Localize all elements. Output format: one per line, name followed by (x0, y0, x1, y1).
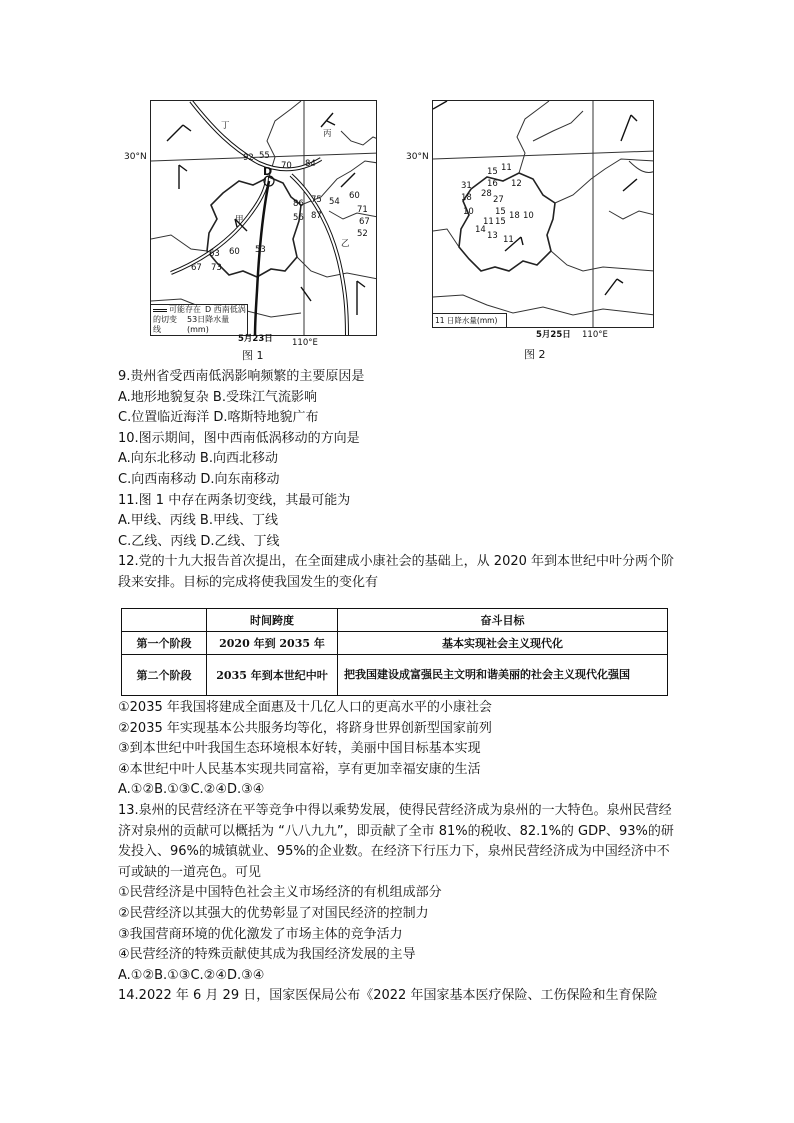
value: 67 (359, 217, 370, 227)
value: 54 (329, 197, 340, 207)
value: 63 (209, 249, 220, 259)
table-cell: 把我国建设成富强民主文明和谐美丽的社会主义现代化强国 (338, 655, 668, 696)
value: 18 (461, 193, 472, 203)
value: 71 (357, 205, 368, 215)
value: 11 (501, 163, 512, 173)
fig2-date: 5月25日 (536, 330, 571, 340)
value: 84 (305, 159, 316, 169)
value: 60 (349, 191, 360, 201)
figures (124, 100, 670, 362)
value: 10 (523, 211, 534, 221)
questions-12-14 (118, 698, 678, 1007)
table-row (122, 655, 668, 696)
table-cell: 基本实现社会主义现代化 (338, 632, 668, 655)
value: 16 (487, 179, 498, 189)
value: 28 (481, 189, 492, 199)
q10-options-ab: A.向东北移动 B.向西北移动 (118, 451, 278, 467)
value: 11 (483, 217, 494, 227)
fig1-date: 5月23日 (238, 334, 273, 344)
value: 86 (293, 199, 304, 209)
value: 11 (503, 235, 514, 245)
value: 53 (255, 245, 266, 255)
value: 15 (495, 207, 506, 217)
line-label-ding: 丁 (221, 121, 230, 131)
question-12: 12.党的十九大报告首次提出，在全面建成小康社会的基础上，从 2020 年到本世纪中叶分两个阶段来安排。目标的完成将使我国发生的变化有 (118, 554, 675, 590)
question-10: 10.图示期间，图中西南低涡移动的方向是 (118, 430, 360, 446)
table-header (122, 609, 207, 632)
table-header: 奋斗目标 (338, 609, 668, 632)
fig1-lon-label: 110°E (292, 338, 318, 348)
value: 27 (493, 195, 504, 205)
q11-options-ab: A.甲线、丙线 B.甲线、丁线 (118, 513, 278, 529)
question-9: 9.贵州省受西南低涡影响频繁的主要原因是 (118, 369, 365, 384)
q13-statement-4: ④民营经济的特殊贡献使其成为我国经济发展的主导 (118, 947, 416, 963)
q12-statement-4: ④本世纪中叶人民基本实现共同富裕，享有更加幸福安康的生活 (118, 761, 481, 777)
legend-text: 53日降水量(mm) (187, 315, 230, 334)
q12-statement-3: ③到本世纪中叶我国生态环境根本好转，美丽中国目标基本实现 (118, 741, 481, 757)
line-label-yi: 乙 (341, 239, 350, 249)
value: 87 (311, 211, 322, 221)
line-label-jia: 甲 (235, 215, 244, 225)
value: 73 (211, 263, 222, 273)
value: 60 (229, 247, 240, 257)
fig2-lon-label: 110°E (582, 330, 608, 340)
value: 75 (311, 195, 322, 205)
value: 92 (243, 153, 254, 163)
value: 56 (293, 213, 304, 223)
fig2-caption: 图 2 (524, 348, 546, 361)
legend-text: 的切变线 (153, 315, 177, 334)
question-14: 14.2022 年 6 月 29 日，国家医保局公布《2022 年国家基本医疗保险、工伤保险和生育保险 (118, 988, 658, 1004)
value: 13 (487, 231, 498, 241)
goal-table (121, 608, 668, 696)
q11-options-cd: C.乙线、丙线 D.乙线、丁线 (118, 533, 280, 549)
value: 70 (281, 161, 292, 171)
fig2-lat-label: 30°N (406, 152, 429, 162)
q12-options: A.①②B.①③C.②④D.③④ (118, 782, 265, 798)
figure-1-drawing (151, 101, 377, 336)
q13-statement-3: ③我国营商环境的优化激发了市场主体的竞争活力 (118, 926, 403, 942)
q13-statement-1: ①民营经济是中国特色社会主义市场经济的有机组成部分 (118, 885, 442, 901)
question-11: 11.图 1 中存在两条切变线，其最可能为 (118, 492, 351, 508)
value: 12 (511, 179, 522, 189)
q9-options-cd: C.位置临近海洋 D.喀斯特地貌广布 (118, 410, 319, 426)
table-cell: 2035 年到本世纪中叶 (207, 655, 338, 696)
q10-options-cd: C.向西南移动 D.向东南移动 (118, 471, 280, 487)
table-cell: 2020 年到 2035 年 (207, 632, 338, 655)
value: 31 (461, 181, 472, 191)
question-13: 13.泉州的民营经济在平等竞争中得以乘势发展，使得民营经济成为泉州的一大特色。泉州民营经济对泉州的贡献可以概括为 “八八九九”，即贡献了全市 81%的税收、82.1%的 GDP、93%的研发投入、96%的城镇就业、95%的企业数。在经济下行压力下，泉州民营经济成为中国经济中不可或缺的一道亮色。可见 (118, 802, 674, 880)
value: 10 (463, 207, 474, 217)
line-label-bing: 丙 (323, 129, 332, 139)
legend-text: 可能存在 (169, 305, 201, 314)
low-center-label: D (263, 165, 273, 178)
q9-options-ab: A.地形地貌复杂 B.受珠江气流影响 (118, 389, 317, 405)
figure-2-legend (433, 313, 507, 327)
legend-text: D 西南低涡 (205, 305, 246, 314)
value: 15 (487, 167, 498, 177)
q13-options: A.①②B.①③C.②④D.③④ (118, 967, 265, 983)
value: 18 (509, 211, 520, 221)
table-header: 时间跨度 (207, 609, 338, 632)
figure-2-map (432, 100, 654, 328)
value: 52 (357, 229, 368, 239)
figure-1-legend (151, 304, 248, 335)
table-cell: 第二个阶段 (122, 655, 207, 696)
q12-statement-1: ①2035 年我国将建成全面惠及十几亿人口的更高水平的小康社会 (118, 700, 492, 715)
fig1-caption: 图 1 (242, 349, 264, 362)
fig1-lat-label: 30°N (124, 152, 147, 162)
legend-text: 11 日降水量(mm) (435, 316, 498, 325)
figure-1-map (150, 100, 377, 336)
q12-statement-2: ②2035 年实现基本公共服务均等化，将跻身世界创新型国家前列 (118, 720, 492, 736)
table-cell: 第一个阶段 (122, 632, 207, 655)
value: 67 (191, 263, 202, 273)
table-row (122, 632, 668, 655)
value: 55 (259, 151, 270, 161)
value: 14 (475, 225, 486, 235)
value: 15 (495, 217, 506, 227)
q13-statement-2: ②民营经济以其强大的优势彰显了对国民经济的控制力 (118, 905, 429, 921)
questions-9-12 (118, 367, 678, 594)
